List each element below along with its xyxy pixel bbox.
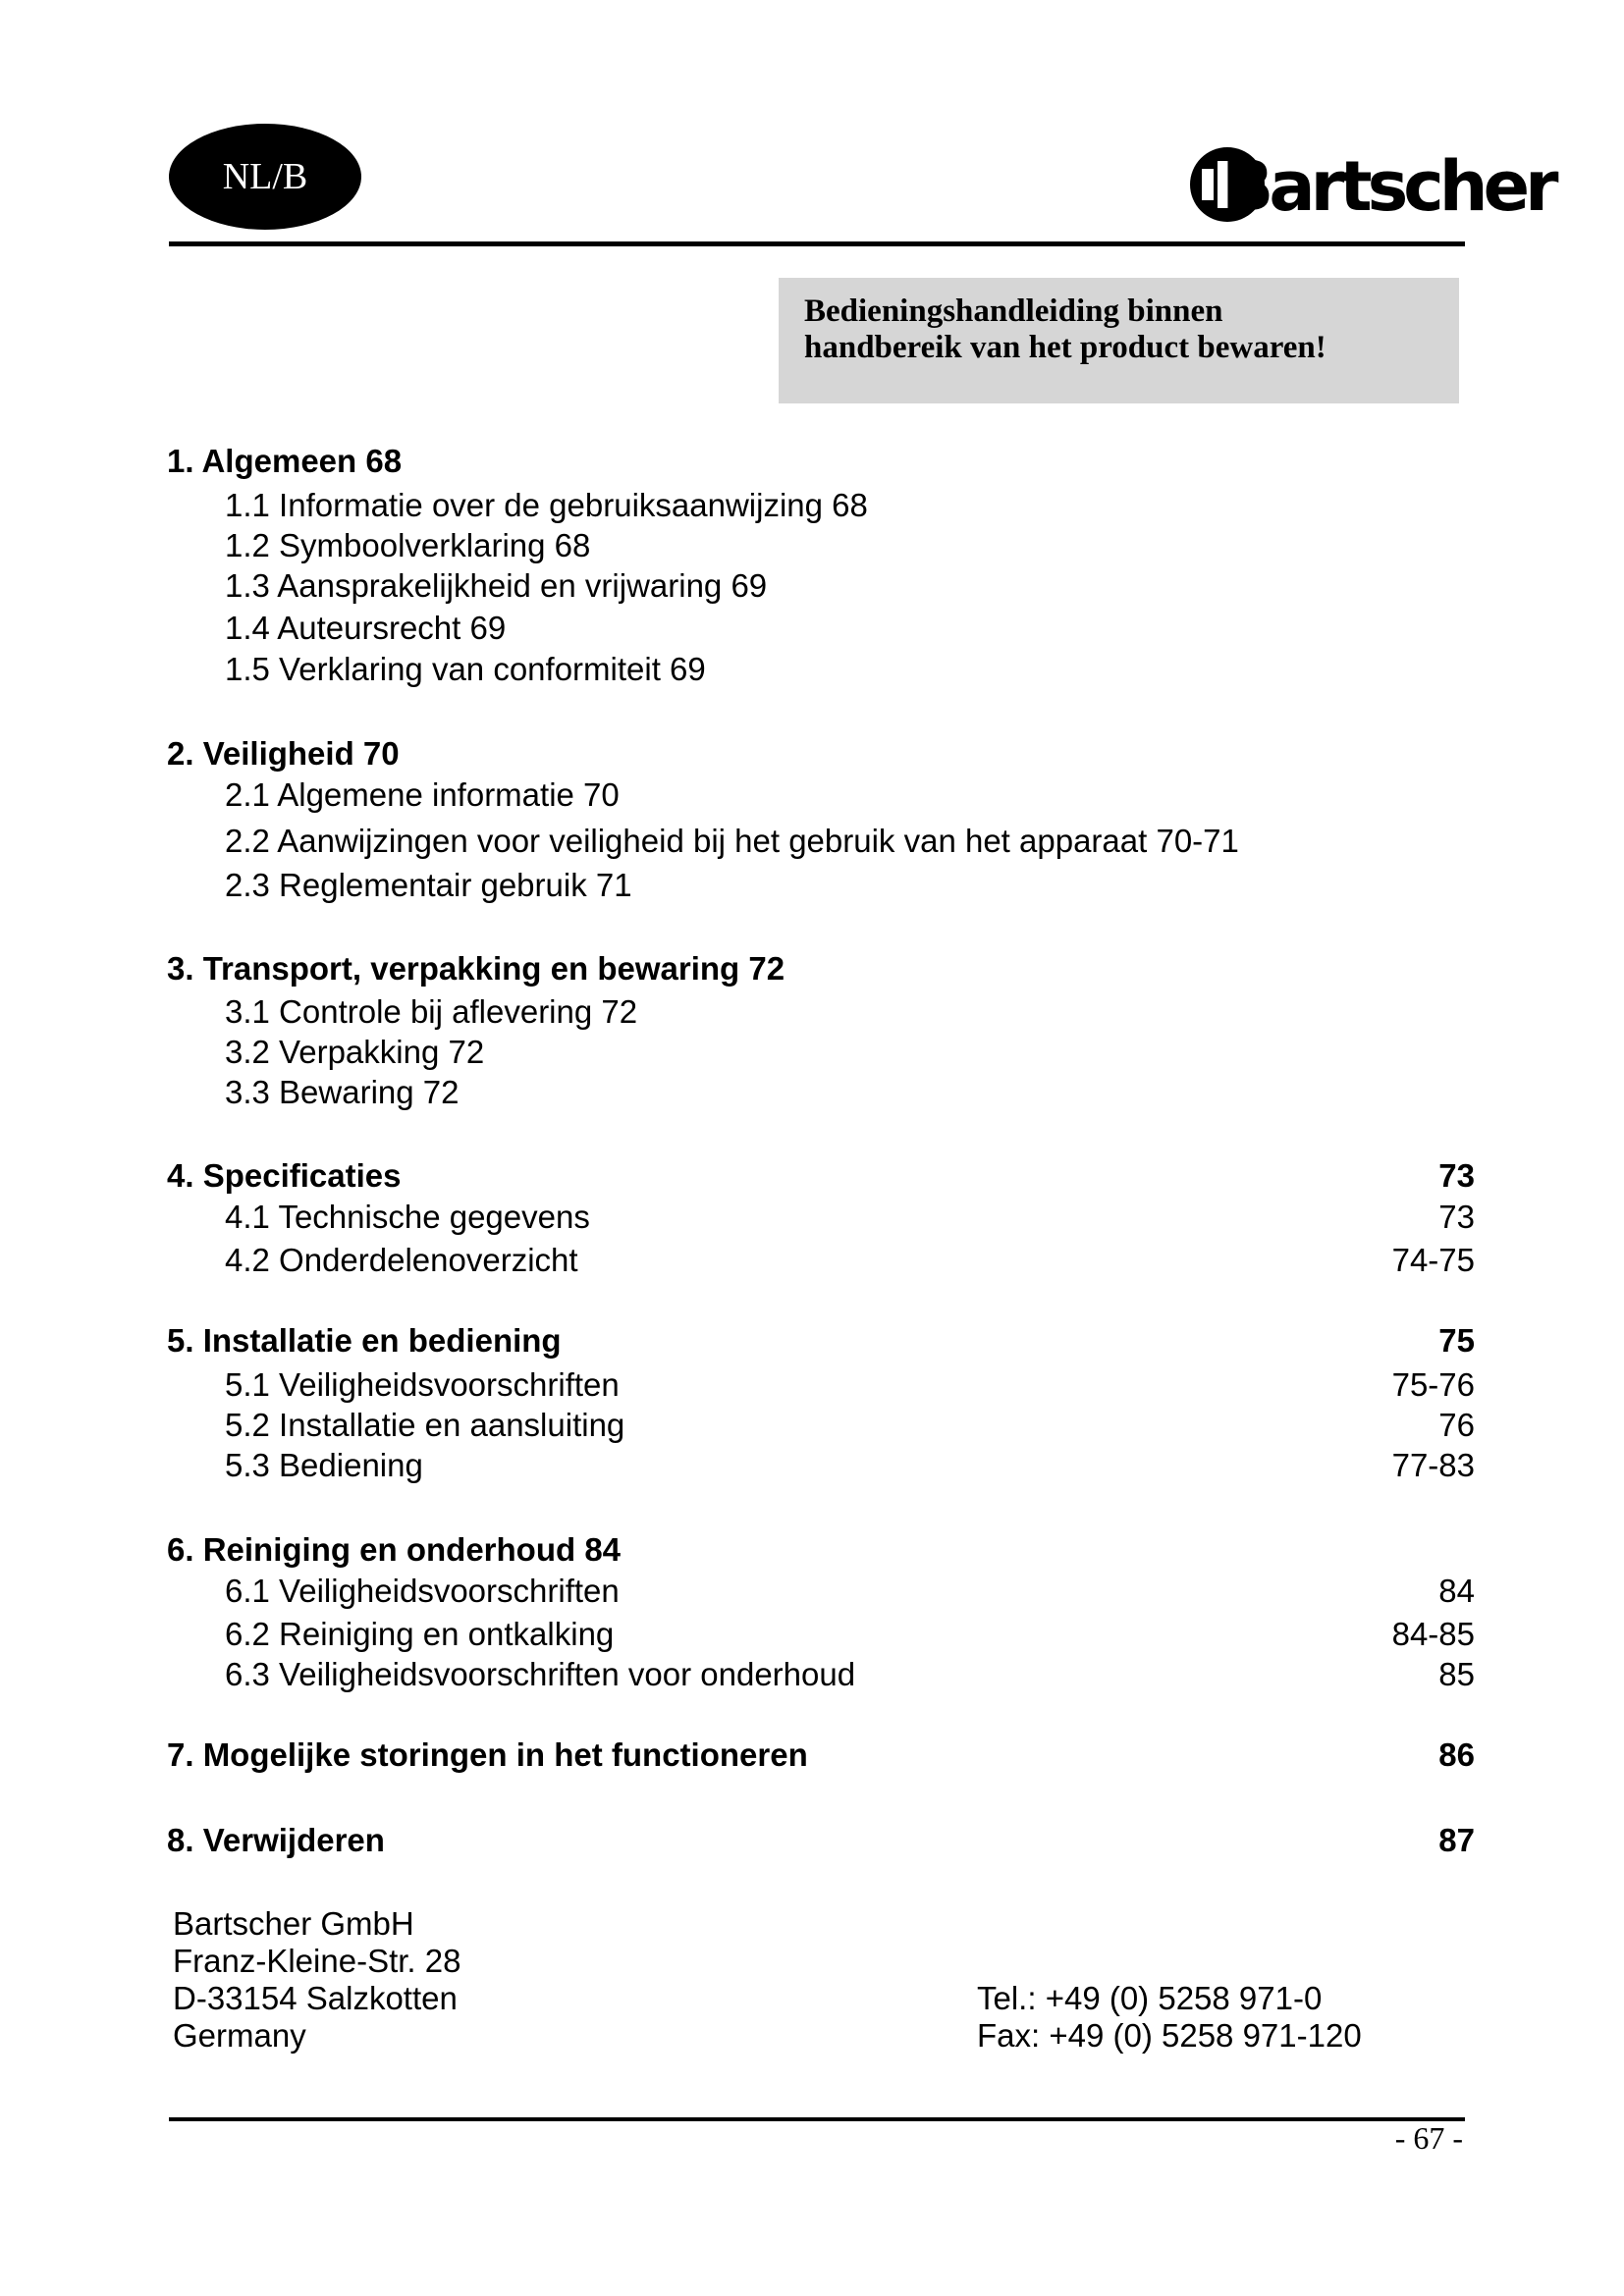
toc-title: 3. Transport, verpakking en bewaring 72 [167, 950, 785, 987]
toc-title: 6.3 Veiligheidsvoorschriften voor onderhoud [225, 1656, 856, 1692]
page-number: - 67 - [1394, 2120, 1463, 2156]
toc-title: 5.1 Veiligheidsvoorschriften [225, 1366, 620, 1403]
notice-line-1: Bedieningshandleiding binnen [804, 294, 1223, 329]
toc-page: 76 [1438, 1407, 1475, 1443]
company-phone: Tel.: +49 (0) 5258 971-0 [977, 1980, 1323, 2016]
toc-title: 2.1 Algemene informatie 70 [225, 776, 620, 813]
toc-page: 73 [1438, 1199, 1475, 1235]
toc-title: 4.1 Technische gegevens [225, 1199, 590, 1235]
toc-title: 1.2 Symboolverklaring 68 [225, 527, 591, 563]
toc-title: 6. Reiniging en onderhoud 84 [167, 1531, 622, 1568]
toc-page: 84-85 [1391, 1616, 1475, 1652]
toc-title: 3.1 Controle bij aflevering 72 [225, 993, 638, 1030]
toc-title: 5.2 Installatie en aansluiting [225, 1407, 625, 1443]
brand-logo-text: Bartscher [1221, 146, 1554, 227]
toc-page: 84 [1438, 1573, 1475, 1609]
company-fax: Fax: +49 (0) 5258 971-120 [977, 2017, 1362, 2054]
toc-page: 85 [1438, 1656, 1475, 1692]
toc-page: 73 [1438, 1157, 1475, 1194]
notice-line-2: handbereik van het product bewaren! [804, 330, 1326, 365]
toc-page: 87 [1438, 1822, 1475, 1858]
toc-title: 2. Veiligheid 70 [167, 735, 400, 772]
toc-title: 4.2 Onderdelenoverzicht [225, 1242, 578, 1278]
language-badge-label: NL/B [222, 156, 308, 197]
company-name: Bartscher GmbH [173, 1905, 414, 1942]
toc-title: 1.1 Informatie over de gebruiksaanwijzing 68 [225, 487, 868, 523]
company-country: Germany [173, 2017, 306, 2054]
toc-page: 74-75 [1391, 1242, 1475, 1278]
toc-title: 1.3 Aansprakelijkheid en vrijwaring 69 [225, 567, 768, 604]
toc-title: 1.4 Auteursrecht 69 [225, 610, 507, 646]
toc-title: 2.2 Aanwijzingen voor veiligheid bij het gebruik van het apparaat 70-71 [225, 823, 1239, 859]
toc-title: 1. Algemeen 68 [167, 443, 403, 479]
toc-title: 8. Verwijderen [167, 1822, 385, 1858]
toc-title: 6.2 Reiniging en ontkalking [225, 1616, 615, 1652]
footer-divider [169, 2117, 1465, 2121]
toc-page: 86 [1438, 1736, 1475, 1773]
toc-title: 1.5 Verklaring van conformiteit 69 [225, 651, 706, 687]
toc-title: 2.3 Reglementair gebruik 71 [225, 867, 632, 903]
company-city: D-33154 Salzkotten [173, 1980, 458, 2016]
toc-title: 3.3 Bewaring 72 [225, 1074, 460, 1110]
toc-title: 7. Mogelijke storingen in het functioneren [167, 1736, 808, 1773]
toc-page: 75-76 [1391, 1366, 1475, 1403]
toc-title: 6.1 Veiligheidsvoorschriften [225, 1573, 620, 1609]
toc-title: 4. Specificaties [167, 1157, 402, 1194]
toc-page: 77-83 [1391, 1447, 1475, 1483]
toc-title: 5.3 Bediening [225, 1447, 423, 1483]
company-street: Franz-Kleine-Str. 28 [173, 1943, 461, 1979]
toc-page: 75 [1438, 1322, 1475, 1359]
toc-title: 3.2 Verpakking 72 [225, 1034, 485, 1070]
toc-title: 5. Installatie en bediening [167, 1322, 562, 1359]
